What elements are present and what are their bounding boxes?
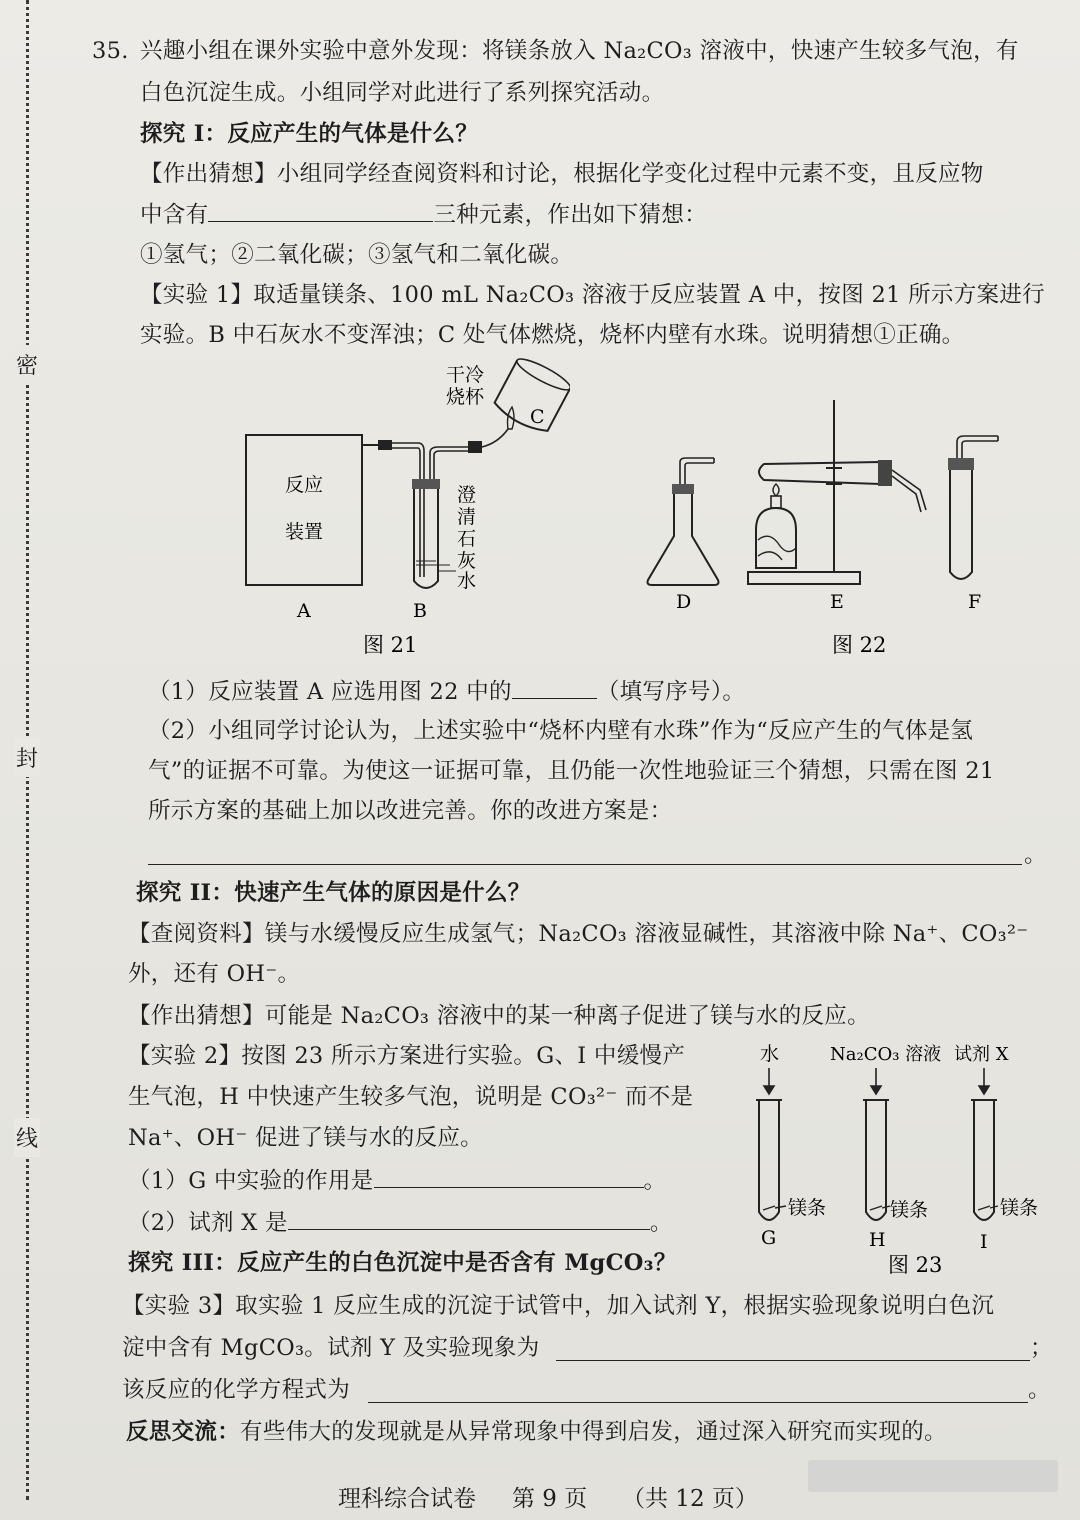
label-d: D — [676, 591, 692, 613]
elements-answer-blank[interactable] — [208, 201, 433, 222]
test-tube-stopper — [412, 479, 440, 489]
reagent-x-blank[interactable] — [288, 1209, 650, 1230]
part-1-title: 探究 I：反应产生的气体是什么？ — [140, 121, 479, 147]
part-1-guess-line-2 — [140, 201, 707, 229]
equation-answer-line[interactable] — [368, 1380, 1028, 1403]
figure-23-caption: 图 23 — [888, 1253, 943, 1277]
figure-21-caption: 图 21 — [363, 633, 418, 657]
experiment-1-line-2: 实验。B 中石灰水不变浑浊；C 处气体燃烧，烧杯内壁有水珠。说明猜想①正确。 — [140, 322, 965, 348]
conical-flask-d — [648, 458, 719, 585]
label-h: H — [869, 1229, 886, 1251]
reflection-body: 有些伟大的发现就是从异常现象中得到启发，通过深入研究而实现的。 — [240, 1419, 947, 1445]
limewater-char-4: 灰 — [457, 550, 477, 572]
experiment-3-line-1: 【实验 3】取实验 1 反应生成的沉淀于试管中，加入试剂 Y，根据实验现象说明白色沉 — [122, 1293, 995, 1319]
experiment-2-line-2: 生气泡，H 中快速产生较多气泡，说明是 CO₃²⁻ 而不是 — [128, 1084, 694, 1110]
magnesium-strip-label-h: 镁条 — [890, 1199, 929, 1221]
label-b: B — [413, 600, 427, 622]
reagent-y-answer-line[interactable] — [556, 1338, 1030, 1361]
reagent-label-i: 试剂 X — [954, 1044, 1009, 1065]
limewater-char-2: 清 — [457, 506, 477, 528]
rubber-connector — [378, 440, 392, 450]
test-tube-f — [948, 436, 998, 579]
limewater-char-3: 石 — [457, 528, 477, 550]
margin-label-feng: 封 — [14, 738, 40, 777]
sub-question-1-suffix: （填写序号）。 — [596, 679, 746, 705]
magnesium-strip-label-i: 镁条 — [1000, 1197, 1039, 1219]
label-i: I — [980, 1231, 988, 1253]
label-g: G — [761, 1227, 777, 1249]
question-number: 35. — [92, 38, 129, 64]
figure-22-caption: 图 22 — [832, 633, 887, 657]
sub-question-2-line-3: 所示方案的基础上加以改进完善。你的改进方案是： — [148, 798, 673, 824]
magnesium-strip-label-g: 镁条 — [788, 1197, 827, 1219]
reagent-label-g: 水 — [760, 1043, 780, 1065]
footer-subject: 理科综合试卷 — [338, 1486, 476, 1512]
beaker-label-line-1: 干冷 — [446, 364, 485, 386]
reflection — [126, 1419, 947, 1446]
part-1-options: ①氢气；②二氧化碳；③氢气和二氧化碳。 — [140, 242, 574, 268]
experiment-3-line-3: 该反应的化学方程式为 — [122, 1377, 351, 1403]
experiment-2-line-1: 【实验 2】按图 23 所示方案进行实验。G、I 中缓慢产 — [128, 1043, 686, 1069]
part-2-reference-line-2: 外，还有 OH⁻。 — [128, 961, 301, 987]
footer-page: 第 9 页 — [512, 1486, 588, 1512]
margin-label-xian: 线 — [14, 1118, 40, 1157]
sub-question-1-text: （1）反应装置 A 应选用图 22 中的 — [148, 679, 512, 705]
guess-prefix: 中含有 — [140, 202, 209, 228]
beaker-label-line-2: 烧杯 — [446, 386, 485, 408]
improvement-answer-line[interactable] — [148, 842, 1022, 865]
intro-line-1: 兴趣小组在课外实验中意外发现：将镁条放入 Na₂CO₃ 溶液中，快速产生较多气泡，有 — [140, 38, 1019, 64]
experiment-2-line-3: Na⁺、OH⁻ 促进了镁与水的反应。 — [128, 1125, 483, 1151]
experiment-3-line-2: 淀中含有 MgCO₃。试剂 Y 及实验现象为 — [122, 1335, 540, 1361]
control-role-blank[interactable] — [374, 1167, 644, 1188]
part-2-reference-line-1: 【查阅资料】镁与水缓慢反应生成氢气；Na₂CO₃ 溶液显碱性，其溶液中除 Na⁺、CO₃²⁻ — [128, 921, 1029, 947]
label-a: A — [297, 600, 311, 622]
part-2-title: 探究 II：快速产生气体的原因是什么？ — [136, 880, 531, 906]
sub-question-2-line-1: （2）小组同学讨论认为，上述实验中“烧杯内壁有水珠”作为“反应产生的气体是氢 — [148, 718, 974, 744]
intro-line-2: 白色沉淀生成。小组同学对此进行了系列探究活动。 — [140, 80, 665, 106]
test-tube-g — [756, 1100, 782, 1220]
test-tube-h — [863, 1100, 889, 1220]
experiment-1-line-1: 【实验 1】取适量镁条、100 mL Na₂CO₃ 溶液于反应装置 A 中，按图 21 所示方案进行 — [140, 282, 1045, 308]
experiment-2-question-2 — [128, 1209, 673, 1237]
margin-label-mi: 密 — [14, 345, 40, 384]
equation-period: 。 — [1028, 1377, 1051, 1403]
reagent-y-semicolon: ； — [1030, 1335, 1053, 1361]
test-tube-i — [971, 1100, 997, 1220]
watermark-blur — [808, 1460, 1058, 1492]
experiment-2-question-1-text: （1）G 中实验的作用是 — [128, 1168, 374, 1194]
part-2-guess: 【作出猜想】可能是 Na₂CO₃ 溶液中的某一种离子促进了镁与水的反应。 — [128, 1003, 870, 1029]
test-tube-b — [414, 489, 438, 588]
apparatus-choice-blank[interactable] — [512, 678, 597, 699]
label-e: E — [830, 591, 844, 613]
part-1-guess-line-1: 【作出猜想】小组同学经查阅资料和讨论，根据化学变化过程中元素不变，且反应物 — [140, 161, 984, 187]
experiment-2-question-1-period: 。 — [643, 1168, 667, 1194]
experiment-2-question-2-text: （2）试剂 X 是 — [128, 1210, 288, 1236]
sub-question-2-line-2: 气”的证据不可靠。为使这一证据可靠，且仍能一次性地验证三个猜想，只需在图 21 — [148, 758, 995, 784]
label-f: F — [968, 591, 982, 613]
experiment-2-question-2-period: 。 — [649, 1210, 673, 1236]
limewater-char-1: 澄 — [457, 484, 477, 506]
sub-question-1 — [148, 678, 745, 706]
footer-total: （共 12 页） — [622, 1486, 758, 1512]
label-c: C — [530, 406, 545, 428]
limewater-char-5: 水 — [457, 570, 477, 592]
reagent-label-h: Na₂CO₃ 溶液 — [830, 1044, 942, 1065]
figure-22 — [630, 380, 1030, 665]
box-label-line-1: 反应 — [284, 474, 324, 496]
experiment-2-question-1 — [128, 1167, 666, 1195]
figure-21 — [230, 355, 570, 665]
heating-apparatus-e — [748, 400, 926, 584]
figure-23 — [740, 1036, 1050, 1281]
box-label-line-2: 装置 — [284, 521, 324, 543]
part-3-title: 探究 III：反应产生的白色沉淀中是否含有 MgCO₃？ — [128, 1250, 677, 1276]
improvement-period: 。 — [1024, 842, 1047, 868]
guess-suffix: 三种元素，作出如下猜想： — [433, 202, 708, 228]
reaction-apparatus-box — [246, 435, 362, 585]
reflection-title: 反思交流： — [126, 1419, 241, 1445]
